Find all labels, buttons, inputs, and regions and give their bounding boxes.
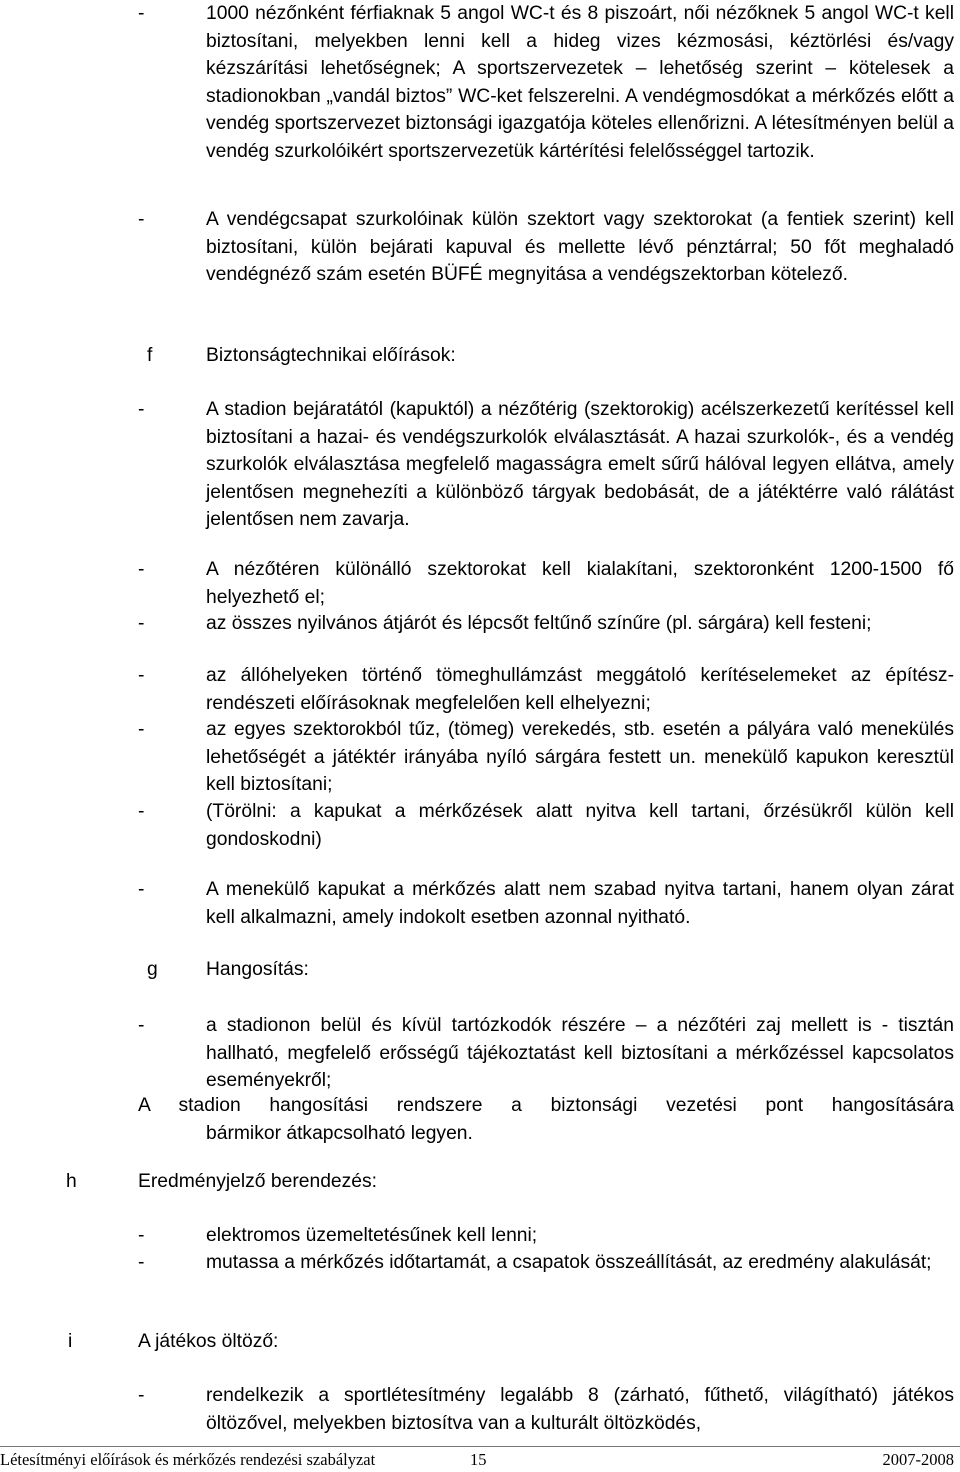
dash-bullet: - (138, 719, 145, 740)
section-letter: i (68, 1331, 73, 1352)
dash-bullet: - (138, 559, 145, 580)
paragraph-text: A stadion bejáratától (kapuktól) a nézőtérig (szektorokig) acélszerkezetű kerítéssel kell biztosítani a hazai- és vendégszurkolók elválasztását. A hazai szurkolók-, és a vendég szurkolók elválasztása megfelelő magasságra emelt sűrű hálóval legyen ellátva, amely jelentősen megnehezíti a különböző tárgyak bedobását, de a játéktérre való rálátást jelentősen nem zavarja. (206, 399, 954, 531)
section-title: A játékos öltöző: (138, 1331, 279, 1352)
section-title: Biztonságtechnikai előírások: (206, 345, 456, 366)
footer-year: 2007-2008 (882, 1450, 954, 1469)
paragraph-continuation: bármikor átkapcsolható legyen. (206, 1122, 473, 1144)
paragraph-text: A menekülő kapukat a mérkőzés alatt nem szabad nyitva tartani, hanem olyan zárat kell alkalmazni, amely indokolt esetben azonnal nyitható. (206, 879, 954, 928)
paragraph-text: 1000 nézőnként férfiaknak 5 angol WC-t és 8 piszoárt, női nézőknek 5 angol WC-t kell biztosítani, melyekben lenni kell a hideg vizes kézmosási, kéztörlési és/vagy kézszárítási lehetőségnek; A sportszervezetek – lehetőség szerint – kötelesek a stadionokban „vandál biztos” WC-ket felszerelni. A vendégmosdókat a mérkőzés előtt a vendég sportszervezet biztonsági igazgatója köteles ellenőrizni. A létesítményen belül a vendég szurkolóikért sportszervezetük kártérítési felelősséggel tartozik. (206, 3, 954, 162)
page-number: 15 (470, 1450, 487, 1469)
section-letter: f (147, 345, 153, 366)
footer-rule (0, 1446, 960, 1447)
paragraph-text: a stadionon belül és kívül tartózkodók részére – a nézőtéri zaj mellett is - tisztán hallható, megfelelő erősségű tájékoztatást kell biztosítani a mérkőzéssel kapcsolatos eseményekről; (206, 1015, 954, 1092)
dash-bullet: - (138, 613, 145, 634)
dash-bullet: - (138, 1385, 145, 1406)
dash-bullet: - (138, 665, 145, 686)
paragraph-text: az összes nyilvános átjárót és lépcsőt feltűnő színűre (pl. sárgára) kell festeni; (206, 613, 872, 634)
paragraph (138, 1092, 954, 1147)
dash-bullet: - (138, 801, 145, 822)
paragraph-text: A nézőtéren különálló szektorokat kell kialakítani, szektoronként 1200-1500 fő helyezhető el; (206, 559, 954, 608)
dash-bullet: - (138, 209, 145, 230)
paragraph-text: A vendégcsapat szurkolóinak külön szektort vagy szektorokat (a fentiek szerint) kell biztosítani, külön bejárati kapuval és mellette lévő pénztárral; 50 főt meghaladó vendégnéző szám esetén BÜFÉ megnyitása a vendégszektorban kötelező. (206, 209, 954, 286)
section-letter: g (147, 959, 158, 980)
paragraph-text: (Törölni: a kapukat a mérkőzések alatt nyitva kell tartani, őrzésükről külön kell gondoskodni) (206, 801, 954, 850)
dash-bullet: - (138, 1252, 145, 1273)
paragraph-text: az állóhelyeken történő tömeghullámzást meggátoló kerítéselemeket az építész-rendészeti előírásoknak megfelelően kell elhelyezni; (206, 665, 954, 714)
paragraph-text: az egyes szektorokból tűz, (tömeg) verekedés, stb. esetén a pályára való menekülés lehetőségét a játéktér irányába nyíló sárgára festett un. menekülő kapukon keresztül kell biztosítani; (206, 719, 954, 796)
paragraph-text: mutassa a mérkőzés időtartamát, a csapatok összeállítását, az eredmény alakulását; (206, 1252, 932, 1273)
section-letter: h (66, 1171, 77, 1192)
section-title: Eredményjelző berendezés: (138, 1171, 378, 1192)
paragraph-first-line: A stadion hangosítási rendszere a biztonsági vezetési pont hangosítására (138, 1095, 954, 1116)
dash-bullet: - (138, 1015, 145, 1036)
paragraph-text: rendelkezik a sportlétesítmény legalább 8 (zárható, fűthető, világítható) játékos öltözővel, melyekben biztosítva van a kulturált öltözködés, (206, 1385, 954, 1434)
dash-bullet: - (138, 879, 145, 900)
dash-bullet: - (138, 3, 145, 24)
dash-bullet: - (138, 399, 145, 420)
section-title: Hangosítás: (206, 959, 309, 980)
dash-bullet: - (138, 1225, 145, 1246)
page-footer (0, 1446, 960, 1470)
footer-title: Létesítményi előírások és mérkőzés rendezési szabályzat (0, 1450, 376, 1469)
paragraph-text: elektromos üzemeltetésűnek kell lenni; (206, 1225, 538, 1246)
